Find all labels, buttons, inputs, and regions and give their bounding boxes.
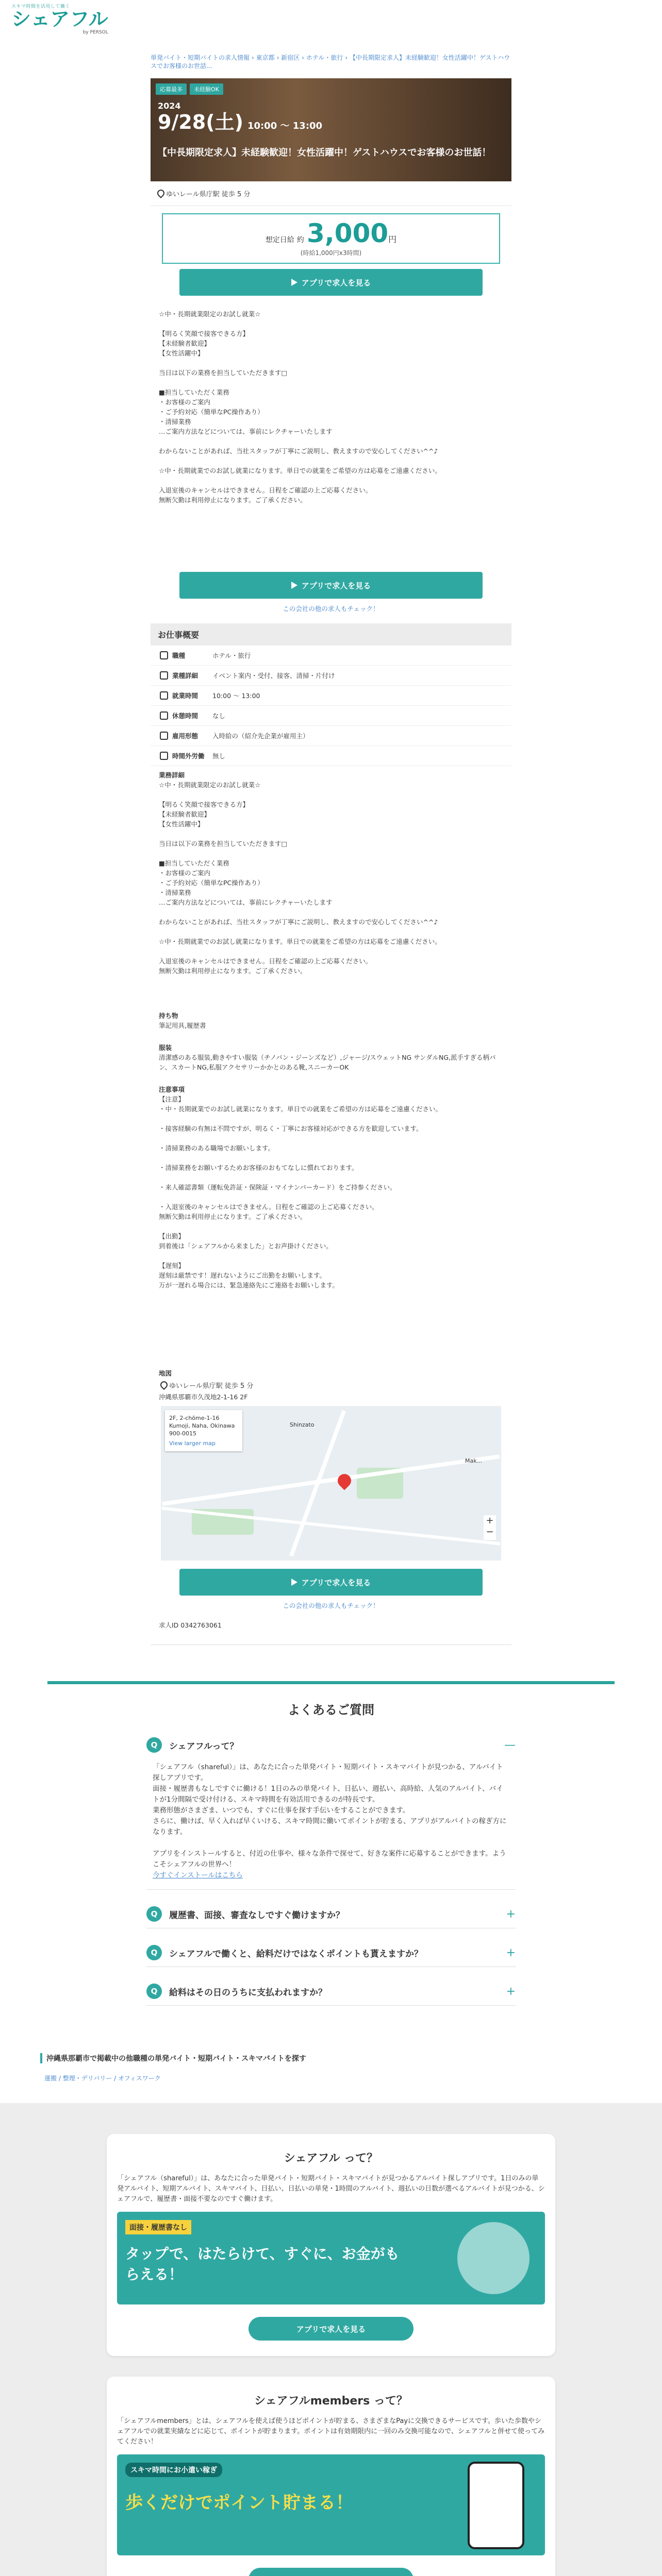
install-link[interactable]: 今すぐインストールはこちら — [153, 1871, 243, 1879]
hero-date: 9/28(土) 10:00 ～ 13:00 — [158, 111, 323, 133]
detail-title: 業務詳細 — [159, 771, 185, 779]
map-pin-icon — [160, 1381, 166, 1389]
promo-title: シェアフルmembers って？ — [254, 2395, 408, 2408]
app-cta-button[interactable]: アプリで求人を見る — [179, 1569, 483, 1596]
briefcase-icon — [160, 651, 168, 659]
area-links: 運搬 / 整理・デリバリー / オフィスワーク — [44, 2075, 161, 2082]
overview-row: 休憩時間 なし — [151, 706, 511, 726]
q-icon: Q — [146, 1945, 162, 1960]
breadcrumb-current: 【中長期限定求人】未経験歓迎！女性活躍中！ゲストハウスでお客様のお世話... — [151, 54, 510, 70]
map-title: 地図 — [159, 1369, 172, 1377]
promo-desc: 「シェアフルmembers」とは、シェアフルを使えば使うほどポイントが貯まる、さまざまなPayに交換できるサービスです。歩いた歩数やシェアフルでの就業実績などに応じて、ポイントが貯まります。ポイントは有効期限内に一回のみ交換可能なので、シェアフルと併せて使ってみてください！ — [117, 2417, 545, 2446]
breadcrumb-item[interactable]: 新宿区 — [281, 54, 300, 61]
app-cta-button[interactable]: アプリで求人を見る — [179, 572, 483, 599]
map-location: ゆいレール県庁駅 徒歩 5 分 — [151, 1378, 511, 1392]
breadcrumb-item[interactable]: 東京都 — [256, 54, 275, 61]
hero-year: 2024 — [158, 101, 181, 111]
collapse-icon[interactable]: — — [504, 1738, 516, 1752]
area-link[interactable]: オフィスワーク — [118, 2075, 161, 2082]
map-road — [162, 1454, 500, 1506]
q-icon: Q — [146, 1984, 162, 1999]
map-label: Shinzato — [290, 1421, 315, 1428]
job-id: 求人ID 0342763061 — [151, 1615, 511, 1645]
other-jobs-link[interactable]: この会社の他の求人もチェック！ — [283, 1602, 379, 1609]
coffee-icon — [160, 711, 168, 720]
arrow-icon — [291, 1579, 297, 1586]
dress-title: 服装 — [159, 1044, 172, 1052]
phone-illustration — [468, 2462, 524, 2549]
overview-row: 就業時間 10:00 ～ 13:00 — [151, 686, 511, 706]
google-map[interactable] — [161, 1406, 501, 1561]
tag-list — [151, 78, 223, 98]
map-label: Mak... — [465, 1458, 483, 1464]
overview-title: お仕事概要 — [151, 623, 511, 646]
promo-card — [107, 2377, 555, 2576]
building-icon — [160, 732, 168, 740]
logo[interactable]: スキマ時間を活用して働く シェアフル by PERSOL — [11, 4, 108, 35]
area-section — [0, 2017, 662, 2082]
promo-section — [0, 2103, 662, 2576]
hero-title: 【中長期限定求人】未経験歓迎！女性活躍中！ゲストハウスでお客様のお世話！ — [158, 147, 491, 158]
notes-text: 【注意】 ・中・長期就業でのお試し就業になります。単日での就業をご希望の方は応募をご遠慮ください。 ・接客経験の有無は不問ですが、明るく・丁寧にお客様対応ができる方を歓迎しています。 ・清掃業務のある職場でお願いします。 ・清掃業務をお願いするためお客様のおもてなしに慣れております。 ・来人確認書類（運転免許証・保険証・マイナンバーカード）をご持参ください。 ・入退室後のキャンセルはできません。日程をご確認の上ご応募ください。 無断欠勤は利用停止になります。ご了承ください。 【出勤】 到着後は「シェアフルから来ました」とお声掛けください。 【遅刻】 遅刻は厳禁です！遅れないようにご出勤をお願いします。 万が一遅れる場合には、緊急連絡先にご連絡をお願いします。 — [159, 1095, 442, 1289]
overview-row: 業種詳細 イベント案内・受付、接客、清掃・片付け — [151, 666, 511, 686]
tag: 未経験OK — [190, 83, 223, 95]
overview-row: 雇用形態 入時給の（紹介先企業が雇用主） — [151, 726, 511, 746]
person-illustration — [457, 2222, 529, 2294]
job-description: ☆中・長期就業限定のお試し就業☆ 【明るく笑顔で接客できる方】 【未経験者歓迎】 【女性活躍中】 当日は以下の業務を担当していただきます□ ■担当していただく業務 ・お客様のご案内 ・ご予約対応（簡単なPC操作あり） ・清掃業務 …ご案内方法などについては、事前にレクチャーいたします わからないことがあれば、当社スタッフが丁寧にご説明し、教えますので安心してください^^♪ ☆中・長期就業でのお試し就業になります。単日での就業をご希望の方は応募をご遠慮ください。 入退室後のキャンセルはできません。日程をご確認の上ご応募ください。 無断欠勤は利用停止になります。ご了承ください。 — [159, 310, 441, 504]
faq-item[interactable]: Q 履歴書、面接、審査なしですぐ働けますか？ + — [146, 1901, 516, 1928]
app-cta-button[interactable]: アプリで求人を見る — [249, 2317, 413, 2341]
pay-amount: 3,000 — [307, 218, 389, 248]
faq-item[interactable]: Q シェアフルって？ — 「シェアフル（shareful）」は、あなたに合った単発バイト・短期バイト・スキマバイトが見つかる、アルバイト探しアプリです。 面接・履歴書もなしですぐに働ける！1日のみの単発バイト、日払い、週払い、高時給、人気のアルバイト、バイトが1分間隔で受け付ける、スキマ時間を有効活用できるのが特長です。 業務形態がさまざま、いつでも、すぐに仕事を探す手伝いをすることができます。 さらに、働けば、早く入れば早くいける、スキマ時間に働いてポイントが貯まる、アプリがアルバイトの稼ぎ方になります。 アプリをインストールすると、付近の仕事や、様々な条件で探せて、好きな案件に応募することができます。ようこそシェアフルの世界へ！ 今すぐインストールはこちら — [146, 1732, 516, 1890]
map-pin-icon — [157, 190, 163, 198]
pay-box: 想定日給 約 3,000円 (時給1,000円x3時間) — [162, 213, 500, 264]
promo-card — [107, 2134, 555, 2356]
other-jobs-link[interactable]: この会社の他の求人もチェック！ — [283, 605, 379, 613]
area-link[interactable]: 運搬 — [44, 2075, 57, 2082]
view-larger-map-link[interactable]: View larger map — [169, 1440, 216, 1447]
promo-banner: スキマ時間にお小遣い稼ぎ 歩くだけでポイント貯まる！ — [117, 2454, 545, 2555]
job-detail-text: ☆中・長期就業限定のお試し就業☆ 【明るく笑顔で接客できる方】 【未経験者歓迎】 【女性活躍中】 当日は以下の業務を担当していただきます□ ■担当していただく業務 ・お客様のご案内 ・ご予約対応（簡単なPC操作あり） ・清掃業務 …ご案内方法などについては、事前にレクチャーいたします わからないことがあれば、当社スタッフが丁寧にご説明し、教えますので安心してください^^♪ ☆中・長期就業でのお試し就業になります。単日での就業をご希望の方は応募をご遠慮ください。 入退室後のキャンセルはできません。日程をご確認の上ご応募ください。 無断欠勤は利用停止になります。ご了承ください。 — [159, 781, 441, 975]
breadcrumb-item[interactable]: ホテル・旅行 — [306, 54, 343, 61]
belongings-text: 筆記用具,履歴書 — [159, 1022, 206, 1029]
expand-icon[interactable]: + — [506, 1985, 516, 1998]
overview-row: 職種 ホテル・旅行 — [151, 646, 511, 666]
area-link[interactable]: 整理・デリバリー — [62, 2075, 112, 2082]
job-detail — [151, 37, 511, 1645]
faq-title: よくあるご質問 — [288, 1703, 374, 1717]
breadcrumb: 単発バイト・短期バイトの求人情報 › 東京都 › 新宿区 › ホテル・旅行 › 【中長期限定求人】未経験歓迎！女性活躍中！ゲストハウスでお客様のお世話... — [151, 54, 510, 70]
arrow-icon — [291, 279, 297, 286]
breadcrumb-item[interactable]: 単発バイト・短期バイトの求人情報 — [151, 54, 250, 61]
arrow-icon — [291, 582, 297, 589]
dress-text: 清潔感のある服装,動きやすい服装（チノパン・ジーンズなど）,ジャージ/スウェットNG サンダルNG,派手すぎる柄パン、スカートNG,私服アクセサリーかかとのある靴,スニーカーOK — [159, 1054, 496, 1071]
notes-title: 注意事項 — [159, 1086, 185, 1093]
overtime-icon — [160, 752, 168, 760]
q-icon: Q — [146, 1737, 162, 1753]
tag: 応募最多 — [156, 83, 187, 95]
map-marker-icon — [335, 1471, 354, 1490]
list-icon — [160, 671, 168, 680]
map-address: 沖縄県那覇市久茂地2-1-16 2F — [159, 1393, 248, 1401]
belongings-title: 持ち物 — [159, 1012, 178, 1020]
section-divider — [47, 1681, 615, 1684]
faq-answer: 「シェアフル（shareful）」は、あなたに合った単発バイト・短期バイト・スキマバイトが見つかる、アルバイト探しアプリです。 面接・履歴書もなしですぐに働ける！1日のみの単発バイト、日払い、週払い、高時給、人気のアルバイト、バイトが1分間隔で受け付ける、スキマ時間を有効活用できるのが特長です。 業務形態がさまざま、いつでも、すぐに仕事を探す手伝いをすることができます。 さらに、働けば、早く入れば早くいける、スキマ時間に働いてポイントが貯まる、アプリがアルバイトの稼ぎ方になります。 アプリをインストールすると、付近の仕事や、様々な条件で探せて、好きな案件に応募することができます。ようこそシェアフルの世界へ！ 今すぐインストールはこちら — [146, 1753, 516, 1883]
zoom-control[interactable]: + − — [484, 1515, 496, 1540]
clock-icon — [160, 691, 168, 700]
area-title: 沖縄県那覇市で掲載中の他職種の単発バイト・短期バイト・スキマバイトを探す — [40, 2053, 662, 2063]
app-cta-button[interactable]: アプリで求人を見る — [179, 269, 483, 296]
faq-item[interactable]: Q 給料はその日のうちに支払われますか？ + — [146, 1978, 516, 2006]
faq-item[interactable]: Q シェアフルで働くと、給料だけではなくポイントも貰えますか？ + — [146, 1940, 516, 1967]
overview-row: 時間外労働 無し — [151, 746, 511, 766]
expand-icon[interactable]: + — [506, 1907, 516, 1921]
q-icon: Q — [146, 1906, 162, 1922]
site-header — [0, 0, 662, 37]
app-points-button[interactable] — [249, 2568, 413, 2576]
promo-title: シェアフル って？ — [284, 2152, 378, 2165]
promo-desc: 「シェアフル（shareful）」は、あなたに合った単発バイト・短期バイト・スキマバイトが見つかるアルバイト探しアプリです。1日のみの単発アルバイト、短期アルバイト、スキマバイト、日払い、日払いの単発・1時間のアルバイト、週払いの日数が選べるアルバイトが見つかる、シェアフルで、履歴書・面接不要なのですぐ働けます。 — [117, 2175, 545, 2203]
promo-banner: 面接・履歴書なし タップで、はたらけて、すぐに、お金がもらえる！ — [117, 2212, 545, 2304]
expand-icon[interactable]: + — [506, 1946, 516, 1959]
faq-section — [0, 1645, 662, 2006]
map-info-card: 2F, 2-chōme-1-16 Kumoji, Naha, Okinawa 900-0015 View larger map — [165, 1410, 242, 1451]
location: ゆいレール県庁駅 徒歩 5 分 — [151, 181, 511, 206]
